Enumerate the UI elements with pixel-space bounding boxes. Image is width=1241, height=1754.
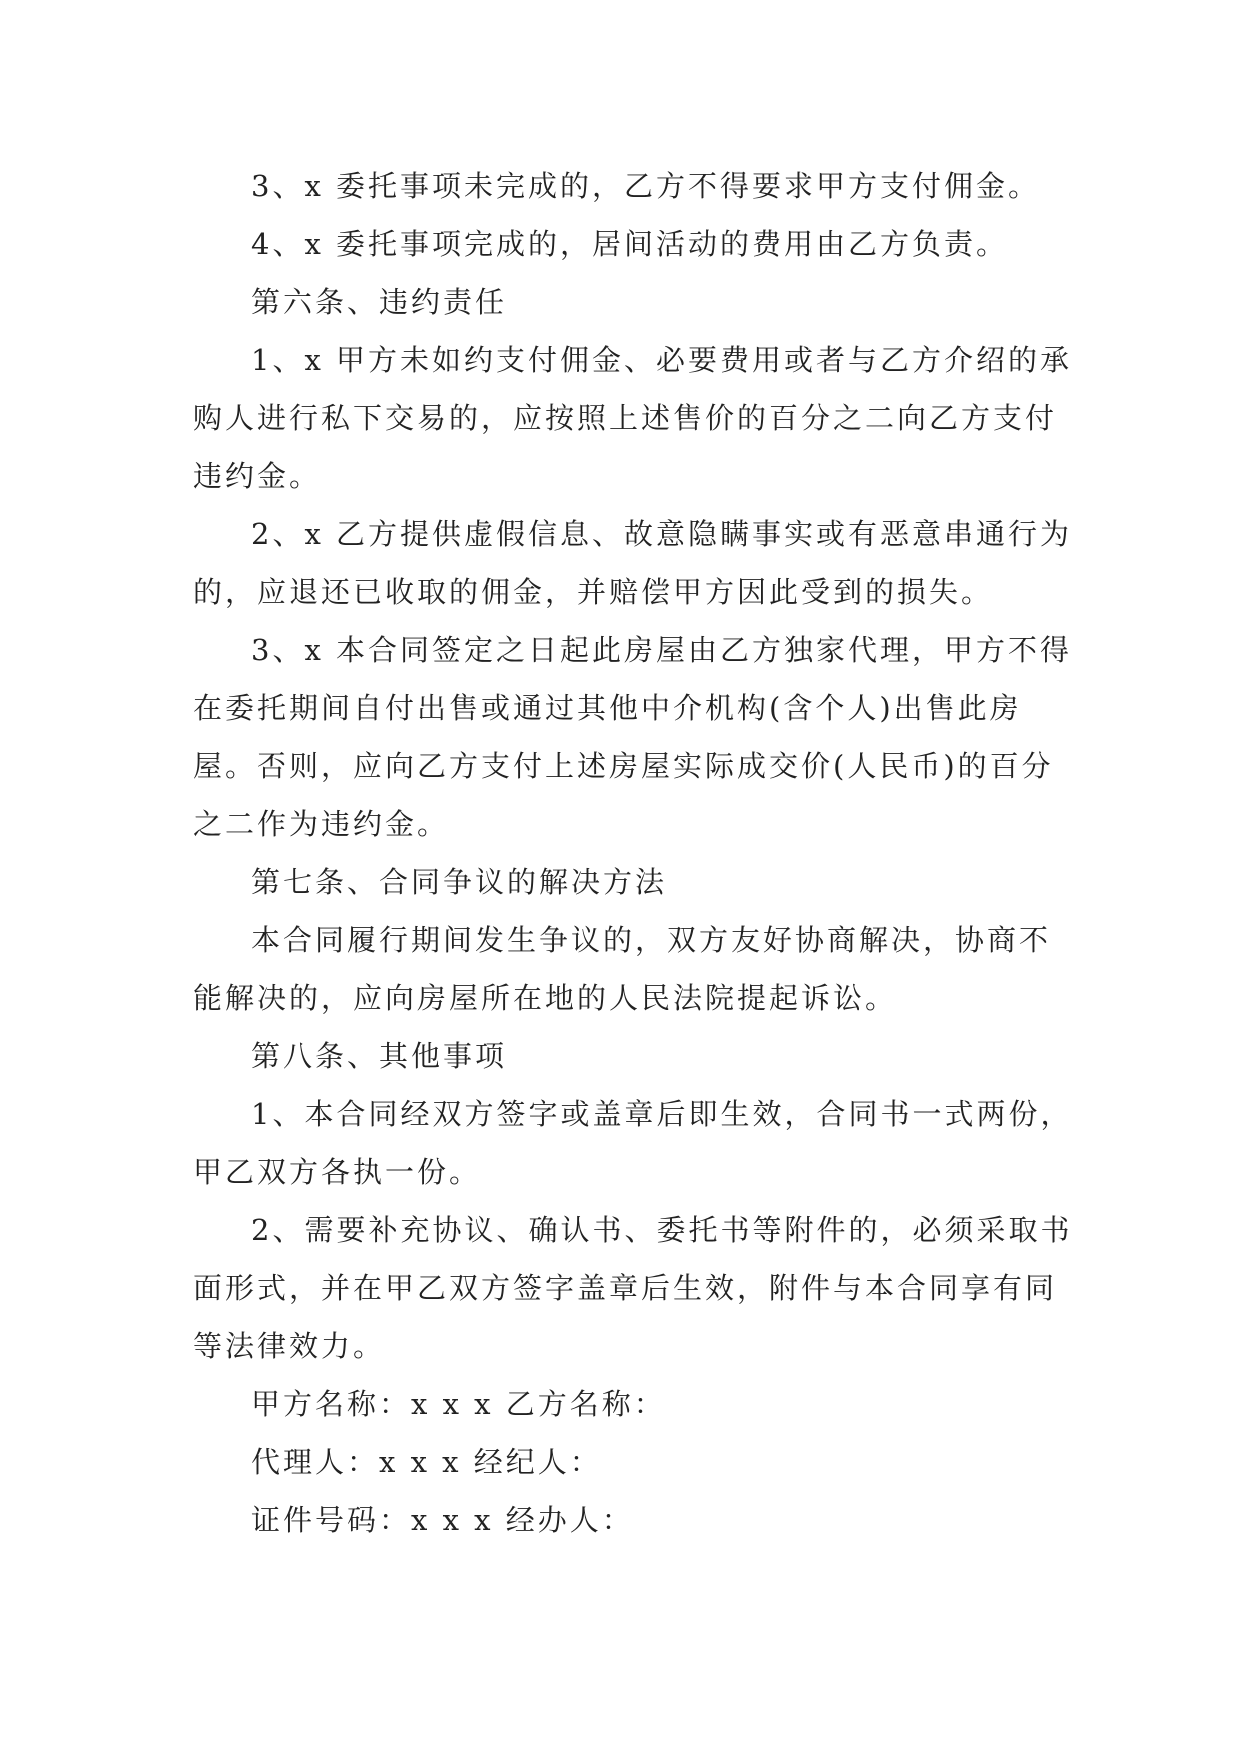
party-name-line: 甲方名称：x x x 乙方名称：: [251, 1387, 666, 1421]
clause-6-item-2: 2、x 乙方提供虚假信息、故意隐瞒事实或有恶意串通行为的，应退还已收取的佣金，并赔偿甲方因此受到的损失。: [193, 517, 1073, 609]
clause-5-item-4: 4、x 委托事项完成的，居间活动的费用由乙方负责。: [251, 227, 1009, 261]
id-number-line: 证件号码：x x x 经办人：: [251, 1503, 634, 1537]
agent-line: 代理人：x x x 经纪人：: [251, 1445, 602, 1479]
clause-8-item-1: 1、本合同经双方签字或盖章后即生效，合同书一式两份，甲乙双方各执一份。: [193, 1097, 1073, 1189]
clause-8-heading: 第八条、其他事项: [251, 1039, 508, 1073]
clause-7-heading: 第七条、合同争议的解决方法: [251, 865, 668, 899]
clause-5-item-3: 3、x 委托事项未完成的，乙方不得要求甲方支付佣金。: [251, 169, 1041, 203]
clause-7-body: 本合同履行期间发生争议的，双方友好协商解决，协商不能解决的，应向房屋所在地的人民法院提起诉讼。: [193, 923, 1052, 1015]
clause-6-item-3: 3、x 本合同签定之日起此房屋由乙方独家代理，甲方不得在委托期间自付出售或通过其他中介机构(含个人)出售此房屋。否则，应向乙方支付上述房屋实际成交价(人民币)的百分之二作为违约金。: [193, 633, 1073, 841]
clause-8-item-2: 2、需要补充协议、确认书、委托书等附件的，必须采取书面形式，并在甲乙双方签字盖章后生效，附件与本合同享有同等法律效力。: [193, 1213, 1073, 1363]
document-body: [193, 157, 1073, 1549]
clause-6-item-1: 1、x 甲方未如约支付佣金、必要费用或者与乙方介绍的承购人进行私下交易的，应按照上述售价的百分之二向乙方支付违约金。: [193, 343, 1073, 493]
clause-6-heading: 第六条、违约责任: [251, 285, 508, 319]
